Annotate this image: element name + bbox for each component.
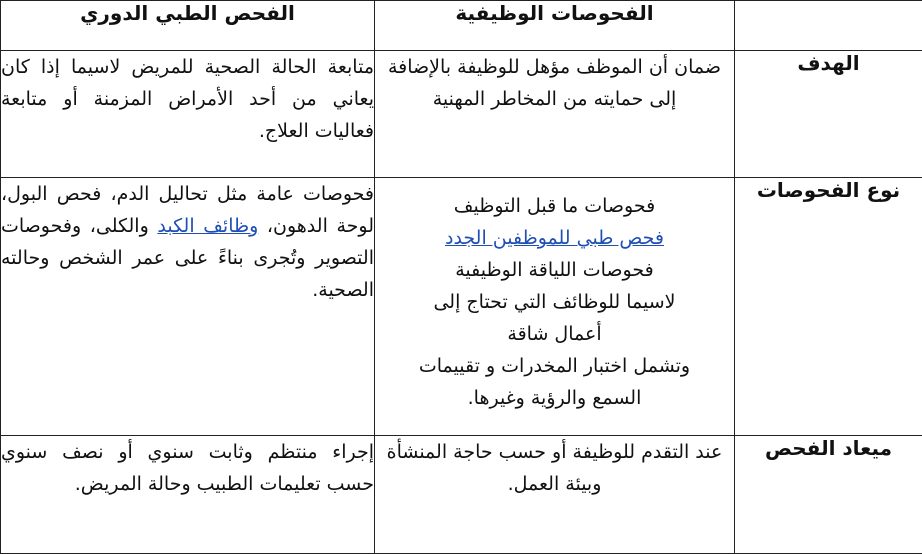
header-label-cell bbox=[735, 1, 922, 51]
timing-functional-text: عند التقدم للوظيفة أو حسب حاجة المنشأة وبيئة العمل. bbox=[375, 436, 735, 554]
goal-functional-text: ضمان أن الموظف مؤهل للوظيفة بالإضافة إلى حمايته من المخاطر المهنية bbox=[375, 51, 735, 178]
timing-row bbox=[1, 436, 922, 554]
includes-tests-line1: وتشمل اختبار المخدرات و تقييمات bbox=[375, 350, 734, 382]
header-periodic-exam: الفحص الطبي الدوري bbox=[1, 1, 375, 51]
timing-label: ميعاد الفحص bbox=[735, 436, 922, 554]
heavy-work-note-line1: لاسيما للوظائف التي تحتاج إلى bbox=[375, 286, 734, 318]
timing-periodic-text: إجراء منتظم وثابت سنوي أو نصف سنوي حسب تعليمات الطبيب وحالة المريض. bbox=[1, 436, 375, 554]
new-employee-medical-exam-link[interactable]: فحص طبي للموظفين الجدد bbox=[445, 227, 664, 249]
header-functional-exams: الفحوصات الوظيفية bbox=[375, 1, 735, 51]
pre-employment-exams-item: فحوصات ما قبل التوظيف bbox=[375, 190, 734, 222]
exam-types-label: نوع الفحوصات bbox=[735, 178, 922, 436]
header-row bbox=[1, 1, 922, 51]
goal-periodic-text: متابعة الحالة الصحية للمريض لاسيما إذا كان يعاني من أحد الأمراض المزمنة أو متابعة فعاليات العلاج. bbox=[1, 51, 375, 178]
periodic-types-text-start: فحوصات عامة مثل تحاليل الدم، فحص البول، لوحة الدهون، bbox=[1, 183, 374, 237]
heavy-work-note-line2: أعمال شاقة bbox=[375, 318, 734, 350]
goal-row bbox=[1, 51, 922, 178]
goal-label: الهدف bbox=[735, 51, 922, 178]
exam-types-row bbox=[1, 178, 922, 436]
includes-tests-line2: السمع والرؤية وغيرها. bbox=[375, 382, 734, 414]
periodic-types-text-end: والكلى، وفحوصات التصوير وتُجرى بناءً على عمر الشخص وحالته الصحية. bbox=[1, 215, 374, 301]
liver-function-link[interactable]: وظائف الكبد bbox=[157, 215, 258, 237]
exam-types-periodic-text bbox=[1, 178, 375, 436]
job-fitness-exams-item: فحوصات اللياقة الوظيفية bbox=[375, 254, 734, 286]
exam-types-functional-list bbox=[375, 178, 735, 436]
